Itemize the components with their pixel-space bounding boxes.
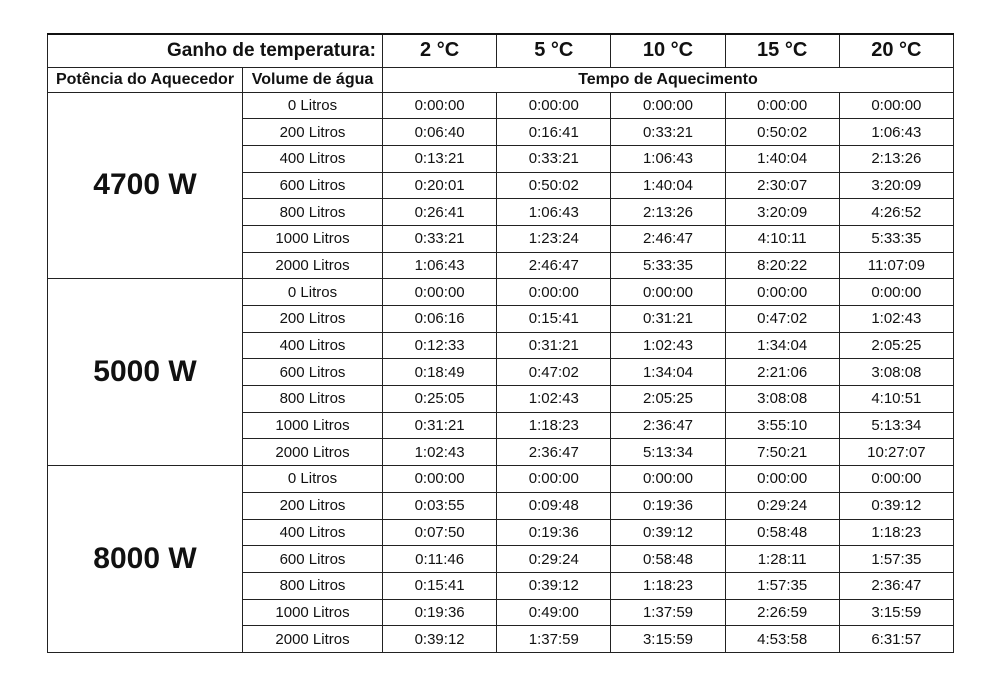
water-volume: 200 Litros — [243, 119, 383, 146]
heating-time-cell: 0:00:00 — [725, 92, 839, 119]
heating-time-cell: 1:34:04 — [611, 359, 725, 386]
water-volume: 0 Litros — [243, 279, 383, 306]
heating-time-cell: 1:34:04 — [725, 332, 839, 359]
water-volume: 0 Litros — [243, 92, 383, 119]
heating-time-cell: 2:46:47 — [611, 225, 725, 252]
heating-time-cell: 1:28:11 — [725, 546, 839, 573]
water-volume: 600 Litros — [243, 359, 383, 386]
heating-time-cell: 1:02:43 — [497, 386, 611, 413]
heating-time-cell: 0:06:16 — [383, 306, 497, 333]
heating-time-cell: 4:10:11 — [725, 225, 839, 252]
temperature-header-row — [48, 34, 954, 67]
water-volume: 800 Litros — [243, 386, 383, 413]
heating-time-cell: 0:15:41 — [497, 306, 611, 333]
water-volume: 200 Litros — [243, 306, 383, 333]
heating-time-cell: 5:33:35 — [611, 252, 725, 279]
water-volume: 200 Litros — [243, 492, 383, 519]
heating-time-cell: 1:02:43 — [839, 306, 953, 333]
heating-time-cell: 2:05:25 — [611, 386, 725, 413]
water-volume: 0 Litros — [243, 466, 383, 493]
heating-time-cell: 0:13:21 — [383, 145, 497, 172]
heating-time-cell: 0:19:36 — [383, 599, 497, 626]
time-group-header: Tempo de Aquecimento — [383, 67, 954, 92]
water-volume: 600 Litros — [243, 546, 383, 573]
heater-power: 4700 W — [48, 92, 243, 279]
heating-time-cell: 3:15:59 — [611, 626, 725, 653]
heating-time-cell: 0:33:21 — [611, 119, 725, 146]
water-volume: 1000 Litros — [243, 412, 383, 439]
heating-time-cell: 0:03:55 — [383, 492, 497, 519]
heating-time-cell: 3:08:08 — [725, 386, 839, 413]
column-header-row — [48, 67, 954, 92]
water-volume: 400 Litros — [243, 519, 383, 546]
heating-time-cell: 0:19:36 — [611, 492, 725, 519]
heating-time-cell: 5:13:34 — [839, 412, 953, 439]
heating-time-cell: 0:00:00 — [611, 279, 725, 306]
heating-time-cell: 1:06:43 — [497, 199, 611, 226]
heating-time-cell: 2:46:47 — [497, 252, 611, 279]
table-row — [48, 92, 954, 119]
heating-time-cell: 0:50:02 — [497, 172, 611, 199]
heating-time-cell: 1:02:43 — [611, 332, 725, 359]
heating-time-cell: 2:05:25 — [839, 332, 953, 359]
heating-time-cell: 0:00:00 — [497, 92, 611, 119]
heating-time-cell: 0:58:48 — [611, 546, 725, 573]
water-volume: 800 Litros — [243, 572, 383, 599]
heating-time-cell: 1:18:23 — [611, 572, 725, 599]
heating-time-cell: 0:00:00 — [383, 466, 497, 493]
heating-time-cell: 0:11:46 — [383, 546, 497, 573]
heating-time-cell: 6:31:57 — [839, 626, 953, 653]
water-volume: 400 Litros — [243, 332, 383, 359]
heating-time-cell: 0:00:00 — [725, 466, 839, 493]
water-volume: 600 Litros — [243, 172, 383, 199]
heating-time-cell: 1:37:59 — [497, 626, 611, 653]
heating-time-cell: 3:20:09 — [725, 199, 839, 226]
heating-time-cell: 0:19:36 — [497, 519, 611, 546]
volume-column-header: Volume de água — [243, 67, 383, 92]
heating-time-cell: 4:26:52 — [839, 199, 953, 226]
water-volume: 2000 Litros — [243, 252, 383, 279]
heating-time-cell: 5:33:35 — [839, 225, 953, 252]
heating-time-cell: 0:16:41 — [497, 119, 611, 146]
heating-time-cell: 1:06:43 — [611, 145, 725, 172]
heating-time-cell: 0:09:48 — [497, 492, 611, 519]
heating-time-cell: 0:39:12 — [611, 519, 725, 546]
water-volume: 800 Litros — [243, 199, 383, 226]
heating-time-cell: 8:20:22 — [725, 252, 839, 279]
heating-time-cell: 2:21:06 — [725, 359, 839, 386]
temp-header: 10 °C — [611, 34, 725, 67]
heating-time-cell: 4:10:51 — [839, 386, 953, 413]
heating-time-cell: 2:36:47 — [611, 412, 725, 439]
heating-time-cell: 1:40:04 — [611, 172, 725, 199]
heating-time-cell: 1:57:35 — [839, 546, 953, 573]
heating-time-cell: 0:00:00 — [611, 466, 725, 493]
heating-time-cell: 0:49:00 — [497, 599, 611, 626]
heating-time-cell: 0:29:24 — [725, 492, 839, 519]
heating-time-cell: 4:53:58 — [725, 626, 839, 653]
water-volume: 1000 Litros — [243, 599, 383, 626]
water-volume: 400 Litros — [243, 145, 383, 172]
power-column-header: Potência do Aquecedor — [48, 67, 243, 92]
heating-time-cell: 0:39:12 — [497, 572, 611, 599]
heater-power: 5000 W — [48, 279, 243, 466]
heating-time-cell: 11:07:09 — [839, 252, 953, 279]
water-volume: 2000 Litros — [243, 439, 383, 466]
heating-time-cell: 0:25:05 — [383, 386, 497, 413]
heating-time-cell: 3:08:08 — [839, 359, 953, 386]
heating-time-cell: 1:40:04 — [725, 145, 839, 172]
heating-time-cell: 1:18:23 — [839, 519, 953, 546]
temp-header: 15 °C — [725, 34, 839, 67]
heating-time-cell: 1:06:43 — [383, 252, 497, 279]
table-row — [48, 279, 954, 306]
heating-time-cell: 0:58:48 — [725, 519, 839, 546]
heating-time-cell: 0:33:21 — [497, 145, 611, 172]
heating-time-cell: 1:57:35 — [725, 572, 839, 599]
heating-time-cell: 1:23:24 — [497, 225, 611, 252]
heating-time-cell: 1:37:59 — [611, 599, 725, 626]
heating-time-cell: 0:33:21 — [383, 225, 497, 252]
heating-time-cell: 0:47:02 — [725, 306, 839, 333]
heating-time-cell: 0:00:00 — [383, 279, 497, 306]
heating-time-cell: 0:00:00 — [839, 92, 953, 119]
heating-time-cell: 0:29:24 — [497, 546, 611, 573]
heating-time-cell: 1:02:43 — [383, 439, 497, 466]
heating-time-cell: 0:00:00 — [497, 466, 611, 493]
heating-time-cell: 2:26:59 — [725, 599, 839, 626]
gain-label: Ganho de temperatura: — [48, 34, 383, 67]
heating-time-cell: 0:12:33 — [383, 332, 497, 359]
heating-time-cell: 0:50:02 — [725, 119, 839, 146]
heating-time-cell: 0:39:12 — [383, 626, 497, 653]
heating-time-cell: 0:31:21 — [383, 412, 497, 439]
heating-time-cell: 0:00:00 — [839, 279, 953, 306]
heating-time-cell: 0:00:00 — [839, 466, 953, 493]
table-row — [48, 466, 954, 493]
heating-time-cell: 0:18:49 — [383, 359, 497, 386]
heating-time-cell: 3:20:09 — [839, 172, 953, 199]
heating-time-cell: 0:47:02 — [497, 359, 611, 386]
heating-time-cell: 0:31:21 — [611, 306, 725, 333]
temp-header: 5 °C — [497, 34, 611, 67]
heating-time-cell: 0:07:50 — [383, 519, 497, 546]
heating-time-cell: 0:31:21 — [497, 332, 611, 359]
heating-time-cell: 3:15:59 — [839, 599, 953, 626]
heating-time-cell: 1:18:23 — [497, 412, 611, 439]
water-volume: 2000 Litros — [243, 626, 383, 653]
heating-time-cell: 2:30:07 — [725, 172, 839, 199]
heater-power: 8000 W — [48, 466, 243, 653]
heating-time-cell: 2:36:47 — [839, 572, 953, 599]
heating-time-cell: 2:36:47 — [497, 439, 611, 466]
temp-header: 2 °C — [383, 34, 497, 67]
heating-time-cell: 0:26:41 — [383, 199, 497, 226]
heating-time-table — [47, 33, 954, 653]
heating-time-cell: 0:00:00 — [383, 92, 497, 119]
heating-time-cell: 0:20:01 — [383, 172, 497, 199]
heating-time-cell: 10:27:07 — [839, 439, 953, 466]
heating-time-cell: 0:06:40 — [383, 119, 497, 146]
heating-time-cell: 2:13:26 — [611, 199, 725, 226]
heating-time-cell: 5:13:34 — [611, 439, 725, 466]
heating-time-cell: 3:55:10 — [725, 412, 839, 439]
heating-time-cell: 0:00:00 — [611, 92, 725, 119]
heating-time-cell: 0:39:12 — [839, 492, 953, 519]
water-volume: 1000 Litros — [243, 225, 383, 252]
heating-time-cell: 1:06:43 — [839, 119, 953, 146]
heating-time-cell: 0:00:00 — [497, 279, 611, 306]
heating-time-cell: 2:13:26 — [839, 145, 953, 172]
heating-time-cell: 0:15:41 — [383, 572, 497, 599]
heating-time-cell: 7:50:21 — [725, 439, 839, 466]
heating-time-cell: 0:00:00 — [725, 279, 839, 306]
temp-header: 20 °C — [839, 34, 953, 67]
